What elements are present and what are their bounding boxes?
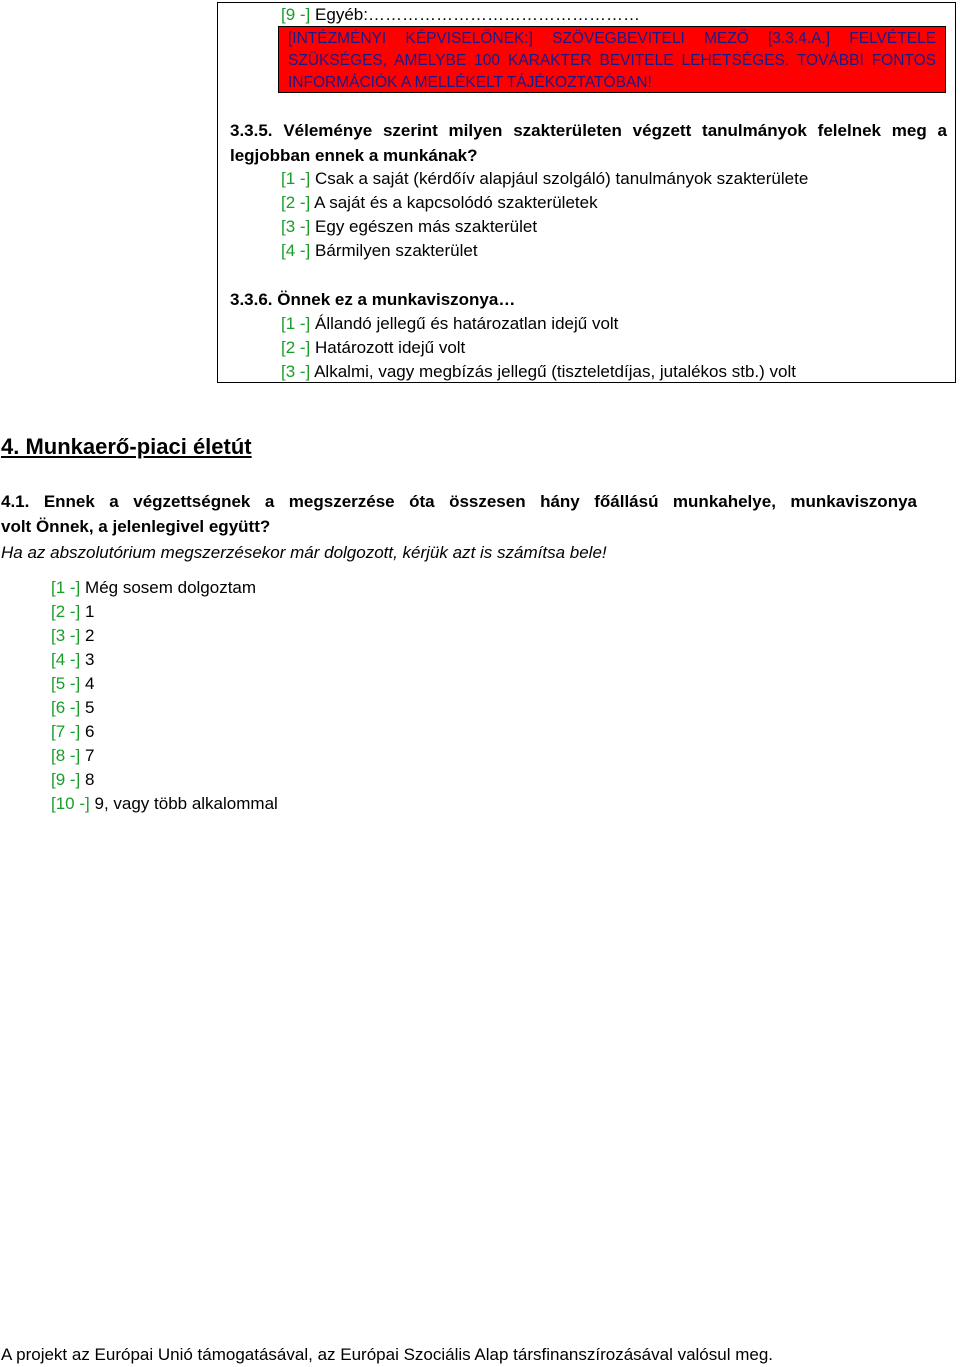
- question-line-1: 3.3.5. Véleménye szerint milyen szakterületen végzett tanulmányok felelnek meg a: [230, 121, 947, 140]
- q41-option-9[interactable]: [51, 768, 95, 792]
- option-label: Csak a saját (kérdőív alapjául szolgáló) tanulmányok szakterülete: [315, 169, 809, 188]
- q41-option-2[interactable]: [51, 600, 95, 624]
- q336-option-3[interactable]: [281, 360, 796, 384]
- option-code: [6 -]: [51, 698, 81, 717]
- option-code: [5 -]: [51, 674, 81, 693]
- option-code: [2 -]: [281, 193, 311, 212]
- option-label: Még sosem dolgoztam: [85, 578, 257, 597]
- option-code: [2 -]: [281, 338, 311, 357]
- q336-option-1[interactable]: [281, 312, 618, 336]
- option-code: [9 -]: [281, 5, 311, 24]
- representative-notice: [278, 26, 946, 93]
- q41-option-1[interactable]: [51, 576, 256, 600]
- option-label: 4: [85, 674, 95, 693]
- q41-option-10[interactable]: [51, 792, 278, 816]
- page-footer: A projekt az Európai Unió támogatásával, az Európai Szociális Alap társfinanszírozásával valósul meg.: [1, 1345, 774, 1364]
- option-label: 6: [85, 722, 95, 741]
- question-4-1: [1, 489, 917, 539]
- option-label: 7: [85, 746, 95, 765]
- option-code: [1 -]: [51, 578, 81, 597]
- option-code: [7 -]: [51, 722, 81, 741]
- option-code: [3 -]: [51, 626, 81, 645]
- q41-option-6[interactable]: [51, 696, 95, 720]
- option-label: 2: [85, 626, 95, 645]
- question-note: Ha az abszolutórium megszerzésekor már dolgozott, kérjük azt is számítsa bele!: [1, 543, 607, 562]
- option-code: [4 -]: [51, 650, 81, 669]
- option-code: [8 -]: [51, 746, 81, 765]
- q335-option-3[interactable]: [281, 215, 537, 239]
- option-label: Bármilyen szakterület: [315, 241, 478, 260]
- option-code: [1 -]: [281, 314, 311, 333]
- option-label: 3: [85, 650, 95, 669]
- q41-option-5[interactable]: [51, 672, 95, 696]
- question-3-3-5: [230, 118, 947, 168]
- q336-option-2[interactable]: [281, 336, 465, 360]
- option-label: 1: [85, 602, 95, 621]
- option-label: 9, vagy több alkalommal: [94, 794, 278, 813]
- question-line-2: legjobban ennek a munkának?: [230, 146, 478, 165]
- option-code: [3 -]: [281, 362, 311, 381]
- notice-line-1: [INTÉZMÉNYI KÉPVISELŐNEK:] SZÖVEGBEVITELI MEZŐ [3.3.4.A.] FELVÉTELE: [288, 30, 936, 47]
- option-label: 8: [85, 770, 95, 789]
- notice-line-3: INFORMÁCIÓK A MELLÉKELT TÁJÉKOZTATÓBAN!: [288, 74, 652, 91]
- option-code: [1 -]: [281, 169, 311, 188]
- q335-option-2[interactable]: [281, 191, 598, 215]
- option-label: Egyéb:…………………………………………: [315, 5, 640, 24]
- q41-option-8[interactable]: [51, 744, 95, 768]
- q41-option-4[interactable]: [51, 648, 95, 672]
- option-code: [10 -]: [51, 794, 90, 813]
- question-3-3-6: 3.3.6. Önnek ez a munkaviszonya…: [230, 290, 516, 309]
- option-other[interactable]: [281, 3, 640, 27]
- option-label: A saját és a kapcsolódó szakterületek: [314, 193, 598, 212]
- option-label: Alkalmi, vagy megbízás jellegű (tiszteletdíjas, jutalékos stb.) volt: [314, 362, 796, 381]
- q41-option-7[interactable]: [51, 720, 95, 744]
- option-code: [9 -]: [51, 770, 81, 789]
- option-code: [2 -]: [51, 602, 81, 621]
- question-line-1: 4.1. Ennek a végzettségnek a megszerzése óta összesen hány főállású munkahelye, munkaviszonya: [1, 492, 917, 511]
- question-line-2: volt Önnek, a jelenlegivel együtt?: [1, 517, 271, 536]
- section-heading: 4. Munkaerő-piaci életút: [1, 434, 252, 459]
- option-label: Egy egészen más szakterület: [315, 217, 538, 236]
- option-label: Állandó jellegű és határozatlan idejű volt: [315, 314, 619, 333]
- q41-option-3[interactable]: [51, 624, 95, 648]
- notice-line-2: SZÜKSÉGES, AMELYBE 100 KARAKTER BEVITELE LEHETSÉGES. TOVÁBBI FONTOS: [288, 52, 936, 69]
- option-label: Határozott idejű volt: [315, 338, 466, 357]
- option-code: [4 -]: [281, 241, 311, 260]
- option-code: [3 -]: [281, 217, 311, 236]
- q335-option-1[interactable]: [281, 167, 808, 191]
- q335-option-4[interactable]: [281, 239, 478, 263]
- option-label: 5: [85, 698, 95, 717]
